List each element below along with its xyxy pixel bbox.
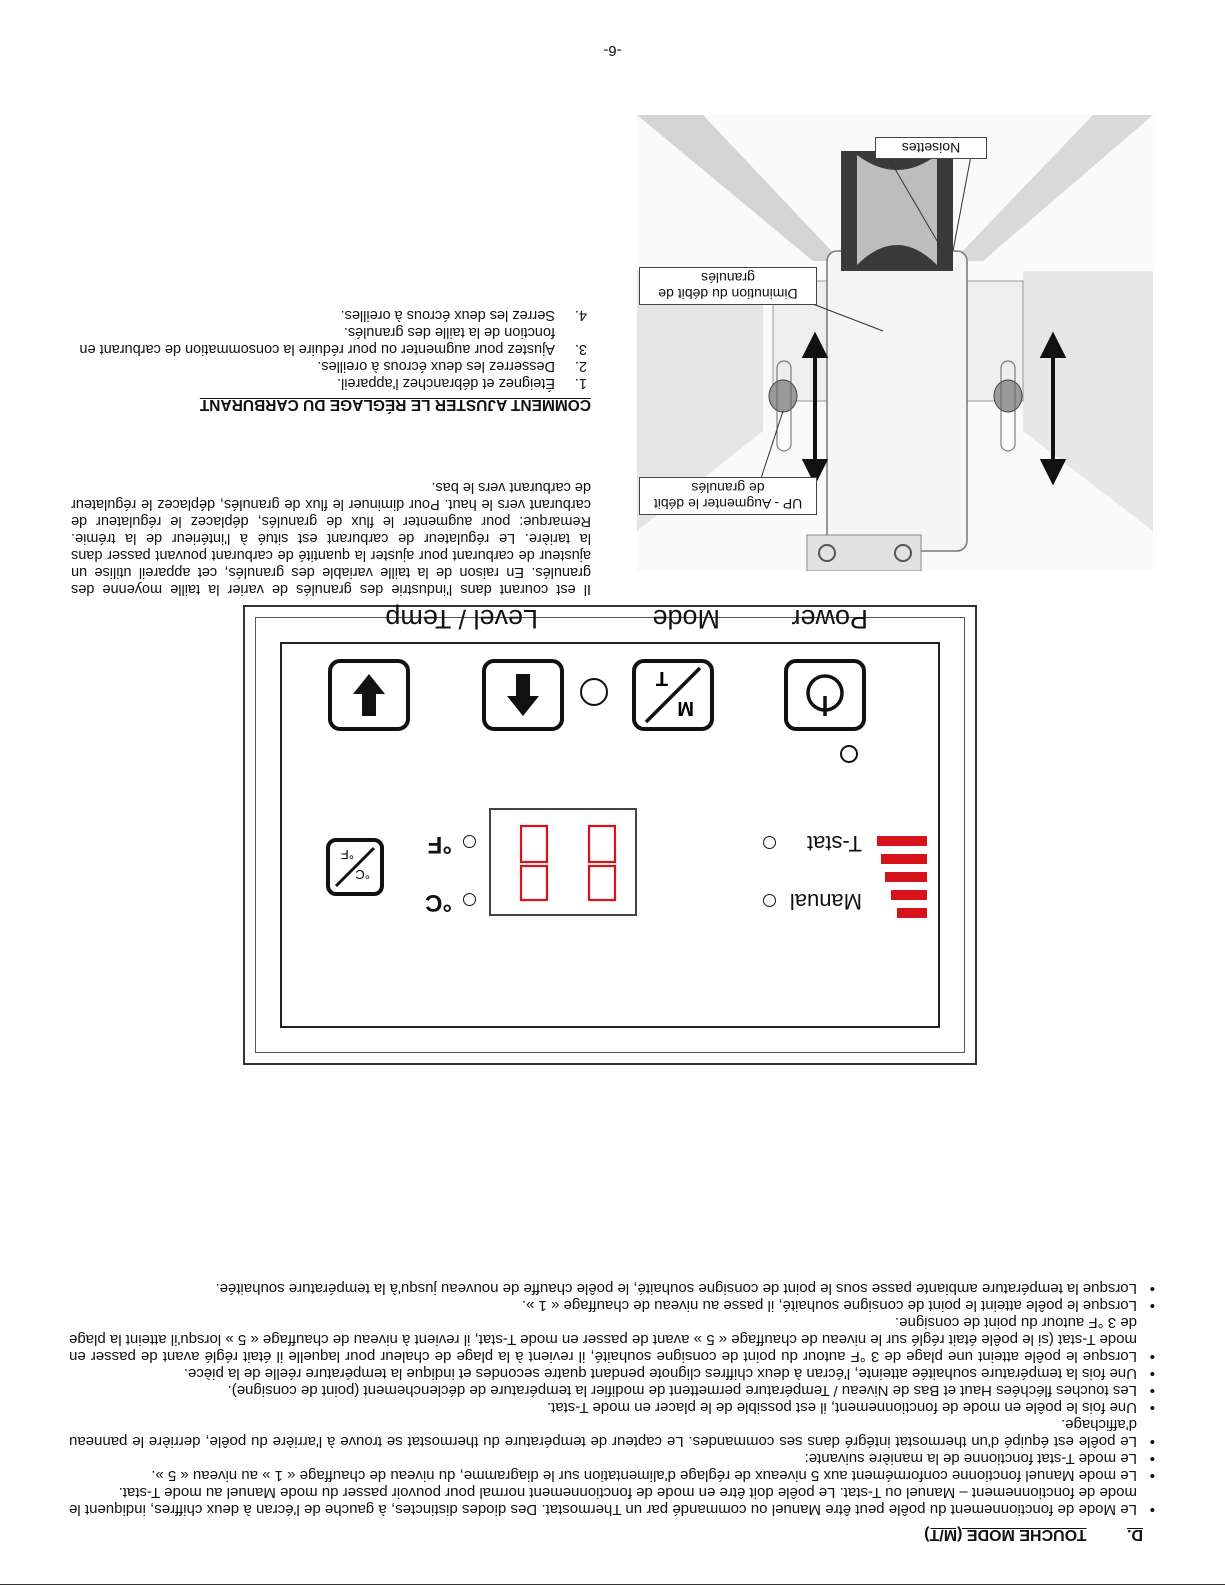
- heat-bar: [885, 872, 927, 882]
- decrease-flow-callout: Diminution du débit de granulés: [639, 267, 817, 305]
- list-item: • Lorsque la température ambiante passe sous le point de consigne souhaité, le poêle chauffe de nouveau jusqu'à la température souhaitée.: [69, 1280, 1137, 1297]
- page-number: -6-: [603, 42, 622, 59]
- mode-label: Mode: [652, 604, 720, 634]
- arrow-up-icon: [503, 672, 543, 718]
- adjustment-steps: [61, 306, 591, 391]
- mode-button[interactable]: [632, 659, 714, 731]
- power-label: Power: [791, 604, 868, 634]
- list-item: [61, 357, 591, 374]
- section-letter: D.: [1127, 1526, 1143, 1543]
- heat-bar: [881, 854, 927, 864]
- svg-text:°F: °F: [340, 847, 354, 862]
- fahrenheit-led: [463, 835, 476, 848]
- manual-led: [763, 894, 776, 907]
- increase-flow-callout: UP - Augmenter le débit de granulés: [639, 477, 817, 515]
- celsius-led: [463, 893, 476, 906]
- list-item: • Lorsque le poêle atteint une plage de 3 °F autour du point de consigne souhaité, il revient à la plage de chaleur pour laquelle il était réglé avant de passer en mode T-stat (si le poêle était réglé sur le niveau de chauffage « 5 » avant de passer en mode T-stat, il revient à niveau de chauffage « 5 » lorsqu'il atteint la plage de 3 °F autour du point de consigne.: [69, 1314, 1137, 1365]
- step-text: Serrez les deux écrous à oreilles.: [340, 307, 555, 323]
- list-item: • Les touches fléchées Haut et Bas de Niveau / Température permettent de modifier la température de déclenchement (point de consigne).: [69, 1382, 1137, 1399]
- celsius-label: °C: [425, 889, 452, 916]
- step-text: Desserrez les deux écrous à oreilles.: [317, 358, 555, 374]
- level-down-button[interactable]: [328, 659, 410, 731]
- power-button[interactable]: [784, 659, 866, 731]
- svg-text:T: T: [655, 667, 668, 689]
- step-number: 2.: [574, 358, 587, 374]
- list-item: • Le Mode de fonctionnement du poêle peut être Manuel ou commandé par un Thermostat. Des diodes distinctes, à gauche de l'écran à deux chiffres, indiquent le mode de fonctionnement – Manuel ou T-stat. Le poêle doit être en mode de fonctionnement normal pour pouvoir passer du mode Manuel au mode T-stat.: [69, 1484, 1137, 1518]
- fuel-adjuster-photo: [637, 115, 1153, 571]
- power-icon: [800, 670, 850, 720]
- celsius-fahrenheit-icon: [330, 842, 380, 892]
- arrow-down-icon: [349, 672, 389, 718]
- manual-indicator-label: Manual: [789, 889, 862, 914]
- list-item: • Une fois la température souhaitée atteinte, l'écran à deux chiffres clignote pendant quatre secondes et indique la température réelle de la pièce.: [69, 1365, 1137, 1382]
- heat-bar: [897, 908, 927, 918]
- mode-button-section: [69, 1280, 1159, 1543]
- svg-text:°C: °C: [355, 867, 370, 882]
- level-temp-label: Level / Temp: [385, 604, 538, 634]
- svg-text:M: M: [677, 697, 694, 719]
- control-panel-illustration: [243, 605, 977, 1065]
- step-text: Éteignez et débranchez l'appareil.: [337, 375, 555, 391]
- mode-led: [580, 678, 608, 706]
- tstat-indicator-label: T-stat: [806, 831, 862, 856]
- fuel-adjustment-paragraph: Il est courant dans l'industrie des granulés de varier la taille moyenne des granulés. En raison de la taille variable des granulés, cet appareil utilise un ajusteur de carburant pour ajuster la quantité de carburant pouvant passer dans la tarière. Le régulateur de carburant est situé à l'intérieur de la trémie. Remarque: pour augmenter le flux de granulés, déplacez le régulateur de carburant vers le haut. Pour diminuer le flux de granulés, déplacez le régulateur de carburant vers le bas.: [71, 479, 591, 597]
- power-led: [840, 745, 858, 763]
- section-title: TOUCHE MODE (M/T): [924, 1526, 1087, 1543]
- list-item: • Lorsque le poêle atteint le point de consigne souhaité, il passe au niveau de chauffage « 1 ».: [69, 1297, 1137, 1314]
- panel-face: [280, 604, 940, 1028]
- step-text: Ajustez pour augmenter ou pour réduire la consommation de carburant en fonction de la taille des granulés.: [79, 324, 555, 357]
- step-number: 3.: [574, 341, 587, 357]
- list-item: • Le poêle est équipé d'un thermostat intégré dans ses commandes. Le capteur de température du thermostat se trouve à l'arrière du poêle, derrière le panneau d'affichage.: [69, 1416, 1137, 1450]
- step-number: 4.: [574, 307, 587, 323]
- step-number: 1.: [574, 375, 587, 391]
- list-item: [61, 374, 591, 391]
- list-item: • Le mode T-stat fonctionne de la manière suivante:: [69, 1450, 1137, 1467]
- fahrenheit-label: °F: [427, 831, 452, 858]
- list-item: [61, 323, 591, 357]
- list-item: • Le mode Manuel fonctionne conformément aux 5 niveaux de réglage d'alimentation sur le diagramme, du niveau de chauffage « 1 » au niveau « 5 ».: [69, 1467, 1137, 1484]
- fuel-adjustment-heading: COMMENT AJUSTER LE RÉGLAGE DU CARBURANT: [199, 396, 591, 413]
- list-item: [61, 306, 591, 323]
- list-item: • Une fois le poêle en mode de fonctionnement, il est possible de le placer en mode T-stat.: [69, 1399, 1137, 1416]
- mode-mt-icon: [638, 664, 708, 726]
- seven-segment-digits: [491, 810, 635, 914]
- two-digit-display: [489, 808, 637, 916]
- level-up-button[interactable]: [482, 659, 564, 731]
- wing-nuts-callout: Noisettes: [875, 137, 987, 159]
- heat-bar: [877, 836, 927, 846]
- bullet-list: [69, 1280, 1159, 1518]
- tstat-led: [763, 836, 776, 849]
- heat-bar: [891, 890, 927, 900]
- section-heading: [69, 1526, 1143, 1543]
- unit-toggle-button[interactable]: [326, 838, 384, 896]
